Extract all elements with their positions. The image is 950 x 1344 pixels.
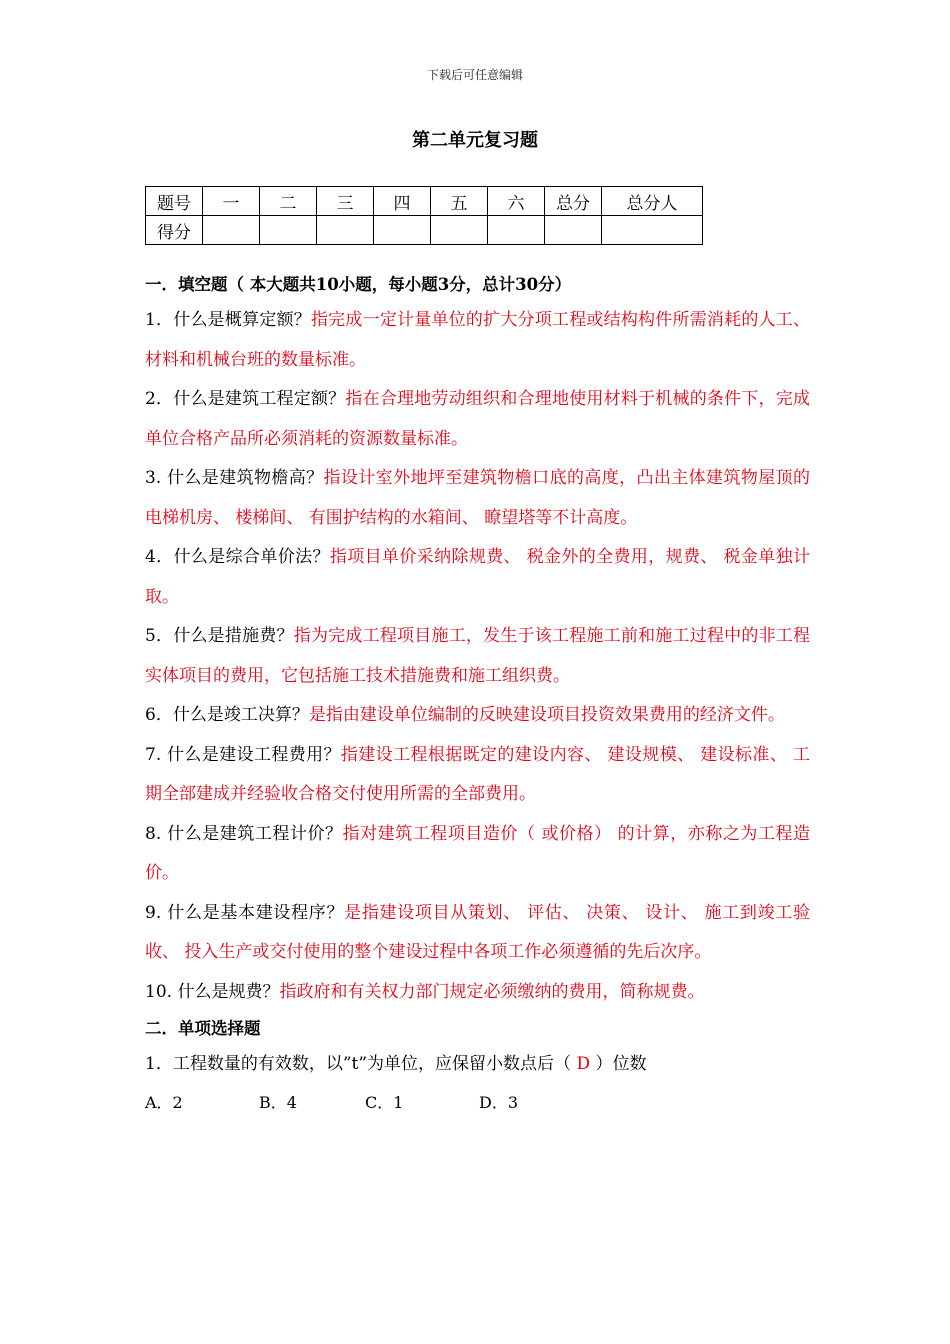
answer-text: 指为完成工程项目施工，发生于该工程施工前和施工过程中的非工程实体项目的费用，它包括施工技术措施费和施工组织费。	[145, 626, 811, 686]
table-cell: 三	[317, 187, 374, 216]
question-item	[145, 815, 810, 894]
answer-text: 指建设工程根据既定的建设内容、 建设规模、 建设标准、 工期全部建成并经验收合格交付使用所需的全部费用。	[145, 744, 810, 804]
score-input-cell[interactable]	[317, 216, 374, 245]
question-text: 10. 什么是规费？	[145, 981, 280, 1002]
option-d[interactable]: D．3	[479, 1092, 519, 1112]
option-c[interactable]: C．1	[365, 1092, 404, 1112]
question-text: 7. 什么是建设工程费用？	[145, 744, 341, 765]
answer-text: 指政府和有关权力部门规定必须缴纳的费用，简称规费。	[279, 981, 705, 1002]
table-cell: 一	[203, 187, 260, 216]
question-text: 8. 什么是建筑工程计价？	[145, 823, 343, 844]
table-cell: 四	[374, 187, 431, 216]
score-input-cell[interactable]	[602, 216, 703, 245]
question-text: 1．工程数量的有效数，以”t”为单位，应保留小数点后（	[145, 1054, 577, 1074]
answer-text: 指对建筑工程项目造价（ 或价格） 的计算，亦称之为工程造价。	[145, 823, 810, 883]
question-text: 3. 什么是建筑物檐高？	[145, 468, 324, 488]
question-text: 1．什么是概算定额？	[145, 310, 311, 330]
section-heading: 二．单项选择题	[145, 1019, 261, 1038]
question-item	[145, 696, 810, 736]
table-cell: 总分人	[602, 187, 703, 216]
answer-text: 指项目单价采纳除规费、 税金外的全费用，规费、 税金单独计取。	[145, 547, 810, 607]
page-title: 第二单元复习题	[412, 130, 538, 151]
score-input-cell[interactable]	[545, 216, 602, 245]
answer-text: D	[576, 1054, 591, 1074]
score-input-cell[interactable]	[203, 216, 260, 245]
header-note: 下载后可任意编辑	[426, 68, 523, 82]
option-a[interactable]: A．2	[145, 1092, 183, 1112]
question-text: ）位数	[590, 1054, 647, 1074]
answer-text: 是指由建设单位编制的反映建设项目投资效果费用的经济文件。	[308, 705, 785, 725]
score-table	[145, 186, 703, 245]
table-cell: 得分	[146, 216, 203, 245]
table-cell: 六	[488, 187, 545, 216]
question-item	[145, 538, 810, 617]
question-text: 5．什么是措施费？	[145, 626, 294, 646]
question-item	[145, 973, 810, 1013]
score-table-score-row	[146, 216, 703, 245]
question-item	[145, 1045, 810, 1085]
question-item	[145, 736, 810, 815]
question-item	[145, 301, 810, 380]
answer-text: 指设计室外地坪至建筑物檐口底的高度，凸出主体建筑物屋顶的电梯机房、 楼梯间、 有围护结构的水箱间、 瞭望塔等不计高度。	[145, 468, 811, 528]
option-b[interactable]: B．4	[259, 1092, 297, 1112]
question-text: 2．什么是建筑工程定额？	[145, 389, 346, 409]
option-list	[145, 1085, 810, 1121]
question-item	[145, 380, 810, 459]
score-table-header-row	[146, 187, 703, 216]
question-item	[145, 894, 810, 973]
question-text: 4．什么是综合单价法？	[145, 547, 330, 567]
answer-text: 指完成一定计量单位的扩大分项工程或结构构件所需消耗的人工、 材料和机械台班的数量标准。	[145, 310, 810, 370]
score-input-cell[interactable]	[431, 216, 488, 245]
score-input-cell[interactable]	[260, 216, 317, 245]
table-cell: 五	[431, 187, 488, 216]
answer-text: 是指建设项目从策划、 评估、 决策、 设计、 施工到竣工验收、 投入生产或交付使用的整个建设过程中各项工作必须遵循的先后次序。	[145, 902, 810, 962]
table-cell: 总分	[545, 187, 602, 216]
score-input-cell[interactable]	[374, 216, 431, 245]
question-content	[145, 268, 810, 1121]
table-cell: 二	[260, 187, 317, 216]
score-input-cell[interactable]	[488, 216, 545, 245]
question-text: 6．什么是竣工决算？	[145, 705, 309, 725]
question-item	[145, 459, 810, 538]
question-item	[145, 617, 810, 696]
table-cell: 题号	[146, 187, 203, 216]
question-text: 9. 什么是基本建设程序？	[145, 902, 345, 923]
answer-text: 指在合理地劳动组织和合理地使用材料于机械的条件下，完成单位合格产品所必须消耗的资源数量标准。	[145, 389, 810, 449]
section-heading: 一．填空题（ 本大题共10小题，每小题3分，总计30分）	[145, 275, 572, 294]
